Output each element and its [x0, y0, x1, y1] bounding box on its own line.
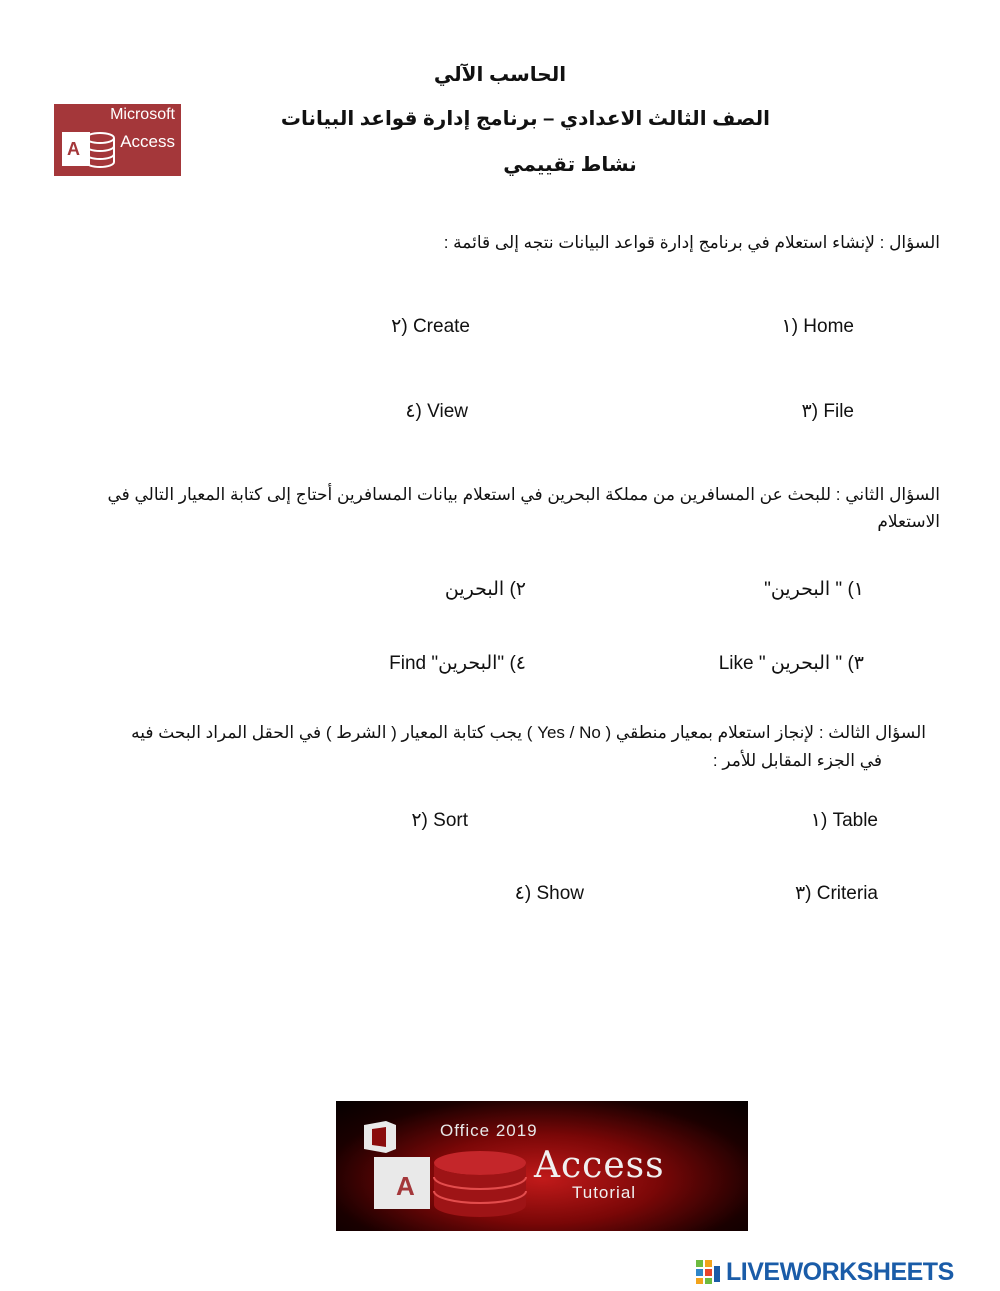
question-3-text-line-2: في الجزء المقابل للأمر :: [712, 751, 882, 770]
banner-office-label: Office 2019: [440, 1121, 538, 1140]
q3-option-2[interactable]: ٢) Sort: [411, 810, 468, 831]
q2-option-4[interactable]: ٤) "البحرين" Find: [389, 653, 526, 674]
banner-tutorial-label: Tutorial: [572, 1183, 637, 1202]
access-app-icon: [370, 1143, 530, 1223]
q2-option-1[interactable]: ١) " البحرين": [764, 579, 864, 600]
question-3-text-line-1: السؤال الثالث : لإنجاز استعلام بمعيار منطقي ( Yes / No ) يجب كتابة المعيار ( الشرط ) في الحقل المراد البحث فيه: [131, 723, 926, 742]
question-2-text-line-1: السؤال الثاني : للبحث عن المسافرين من مملكة البحرين في استعلام بيانات المسافرين أحتاج إلى كتابة المعيار التالي في: [107, 485, 940, 504]
q2-option-2[interactable]: ٢) البحرين: [444, 579, 526, 600]
question-1-text: السؤال : لإنشاء استعلام في برنامج إدارة قواعد البيانات نتجه إلى قائمة :: [443, 233, 940, 252]
logo-letter: A: [67, 139, 80, 159]
logo-word-microsoft: Microsoft: [110, 106, 175, 123]
liveworksheets-blocks-icon: [696, 1260, 722, 1284]
q3-option-4[interactable]: ٤) Show: [514, 883, 584, 904]
q1-option-3[interactable]: ٣) File: [801, 401, 854, 422]
office-access-tutorial-banner: [336, 1101, 748, 1231]
q2-option-3[interactable]: ٣) " البحرين " Like: [718, 653, 864, 674]
activity-title: نشاط تقييمي: [503, 154, 637, 176]
logo-word-access: Access: [120, 132, 175, 151]
liveworksheets-wordmark: LIVEWORKSHEETS: [726, 1258, 954, 1286]
question-2-text-line-2: الاستعلام: [877, 512, 940, 531]
q3-option-1[interactable]: ١) Table: [810, 810, 878, 831]
page-subtitle: الصف الثالث الاعدادي – برنامج إدارة قواعد البيانات: [280, 108, 770, 130]
q3-option-3[interactable]: ٣) Criteria: [794, 883, 878, 904]
banner-access-letter: A: [396, 1171, 415, 1201]
microsoft-access-logo: [54, 104, 181, 176]
banner-access-title: Access: [534, 1145, 665, 1186]
page-title: الحاسب الآلي: [433, 64, 567, 86]
q1-option-4[interactable]: ٤) View: [405, 401, 468, 422]
q1-option-1[interactable]: ١) Home: [781, 316, 854, 337]
q1-option-2[interactable]: ٢) Create: [391, 316, 470, 337]
